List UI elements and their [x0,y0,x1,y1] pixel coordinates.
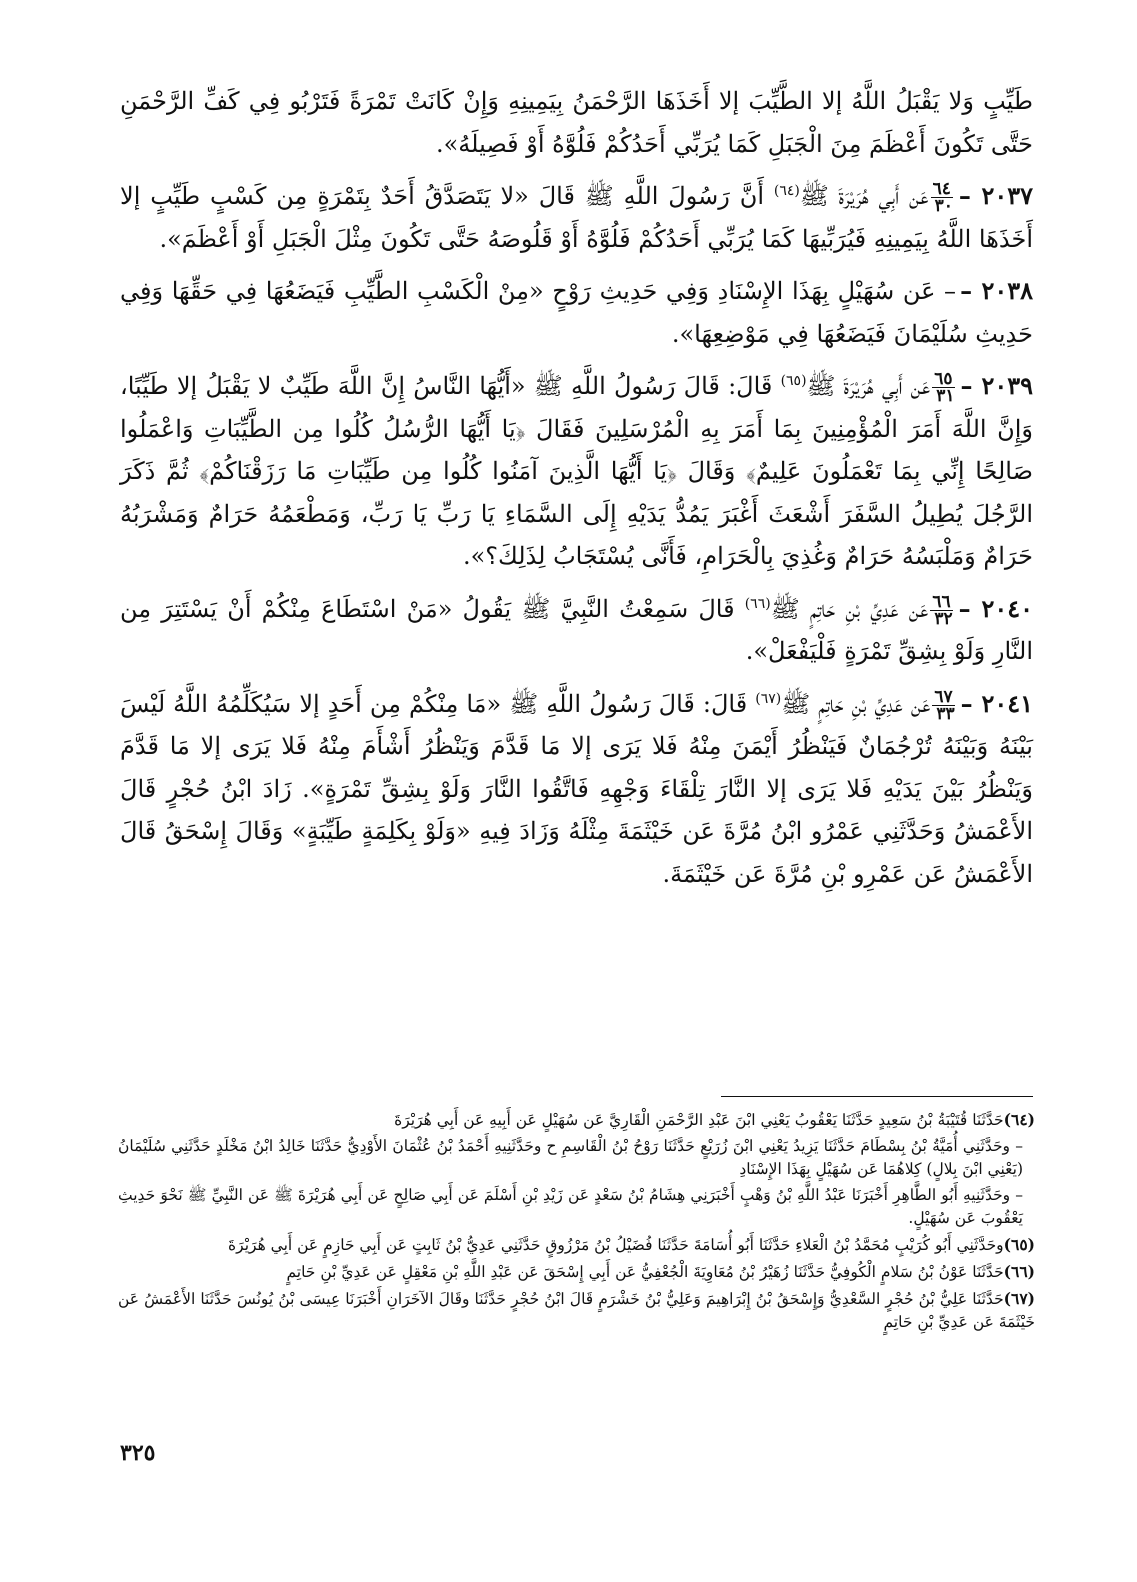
footnote-64-c [118,1184,1035,1230]
footnotes [118,1108,1035,1337]
fraction-top: ٦٧ [934,686,953,707]
hadith-fraction [930,591,953,629]
footnote-ref: (٦٧) [755,690,782,707]
footnote-text: وحَدَّثَنِي أَبُو كُرَيْبٍ مُحَمَّدُ بْنُ الْعَلاءِ حَدَّثَنَا أَبُو أُسَامَةَ حَدَّثَنَا فُضَيْلُ بْنُ مَرْزُوقٍ حَدَّثَنِي عَدِيُّ بْنُ ثَابِتٍ عَن أَبِي حَازِمٍ عَن أَبِي هُرَيْرَةَ [228,1236,1004,1254]
hadith-number: ٢٠٣٧ – [958,181,1033,210]
hadith-text-before: – عَن سُهَيْلٍ بِهَذَا الإِسْنَادِ وَفِي حَدِيثِ رَوْحٍ «مِنْ الْكَسْبِ الطَّيِّبِ فَيَضَعُهَا فِي حَقِّهَا وَفِي حَدِيثِ سُلَيْمَانَ فَيَضَعُهَا فِي مَوْضِعِهَا». [120,277,1033,348]
footnote-64 [118,1108,1035,1132]
hadith-2039 [120,365,1033,578]
fraction-bottom: ٣٢ [934,608,953,629]
hadith-fraction [931,181,953,214]
footnote-text: – وحَدَّثَنِيهِ أَبُو الطَّاهِرِ أَخْبَرَنَا عَبْدُ اللَّهِ بْنُ وَهْبٍ أَخْبَرَنِي هِشَامُ بْنُ سَعْدٍ عَن زَيْدِ بْنِ أَسْلَمَ عَن أَبِي صَالِحٍ عَن أَبِي هُرَيْرَةَ ﷺ عَن النَّبِيِّ ﷺ نَحْوَ حَدِيثِ يَعْقُوبَ عَن سُهَيْلٍ. [118,1186,1023,1227]
hadith-text-after: قَالَ: قَالَ رَسُولُ اللَّهِ ﷺ «أَيُّهَا النَّاسُ إِنَّ اللَّهَ طَيِّبٌ لا يَقْبَلُ إلا طَيِّبًا، وَإِنَّ اللَّهَ أَمَرَ الْمُؤْمِنِينَ بِمَا أَمَرَ بِهِ الْمُرْسَلِينَ فَقَالَ ﴿يَا أَيُّهَا الرُّسُلُ كُلُوا مِن الطَّيِّبَاتِ وَاعْمَلُوا صَالِحًا إِنِّي بِمَا تَعْمَلُونَ عَلِيمٌ﴾ وَقَالَ ﴿يَا أَيُّهَا الَّذِينَ آمَنُوا كُلُوا مِن طَيِّبَاتِ مَا رَزَقْنَاكُمْ﴾ ثُمَّ ذَكَرَ الرَّجُلَ يُطِيلُ السَّفَرَ أَشْعَثَ أَغْبَرَ يَمُدُّ يَدَيْهِ إِلَى السَّمَاءِ يَا رَبِّ يَا رَبِّ، وَمَطْعَمُهُ حَرَامٌ وَمَشْرَبُهُ حَرَامٌ وَمَلْبَسُهُ حَرَامٌ وَغُذِيَ بِالْحَرَامِ، فَأَنَّى يُسْتَجَابُ لِذَلِكَ؟». [120,372,1033,570]
hadith-fraction [932,371,954,404]
page-number: ٣٢٥ [120,1440,156,1466]
footnote-66 [118,1260,1035,1284]
fraction-bottom: ٣٣ [936,703,955,724]
footnote-number: (٦٧) [1003,1289,1035,1308]
hadith-2040 [120,588,1033,673]
footnote-number: (٦٤) [1003,1110,1035,1129]
footnote-text: حَدَّثَنَا عَوْنُ بْنُ سَلامٍ الْكُوفِيُّ حَدَّثَنَا زُهَيْرُ بْنُ مُعَاوِيَةَ الْجُعْفِيُّ عَن أَبِي إِسْحَقَ عَن عَبْدِ اللَّهِ بْنِ مَعْقِلٍ عَن عَدِيِّ بْنِ حَاتِمٍ [286,1263,1004,1281]
hadith-number: ٢٠٤١ – [960,688,1033,718]
hadith-fraction [932,686,955,724]
footnote-divider [721,1096,1033,1097]
hadith-text-before: عَن أَبِي هُرَيْرَةَ ﷺ [806,372,931,400]
hadith-text-before: عَن عَدِيِّ بْنِ حَاتِمٍ ﷺ [781,689,931,718]
footnote-ref: (٦٤) [773,183,800,199]
fraction-bottom: ٣١ [936,386,955,406]
footnote-67 [118,1287,1035,1334]
intro-text: طَيِّبٍ وَلا يَقْبَلُ اللَّهُ إلا الطَّيِّبَ إلا أَخَذَهَا الرَّحْمَنُ بِيَمِينِهِ وَإِنْ كَانَتْ تَمْرَةً فَتَرْبُو فِي كَفِّ الرَّحْمَنِ حَتَّى تَكُونَ أَعْظَمَ مِنَ الْجَبَلِ كَمَا يُرَبِّي أَحَدُكُمْ فَلُوَّهُ أَوْ فَصِيلَهُ». [120,87,1033,158]
hadith-text-after: قَالَ: قَالَ رَسُولُ اللَّهِ ﷺ «مَا مِنْكُمْ مِن أَحَدٍ إلا سَيُكَلِّمُهُ اللَّهُ لَيْسَ بَيْنَهُ وَبَيْنَهُ تُرْجُمَانٌ فَيَنْظُرُ أَيْمَنَ مِنْهُ فَلا يَرَى إلا مَا قَدَّمَ وَيَنْظُرُ أَشْأَمَ مِنْهُ فَلا يَرَى إلا مَا قَدَّمَ وَيَنْظُرُ بَيْنَ يَدَيْهِ فَلا يَرَى إلا النَّارَ تِلْقَاءَ وَجْهِهِ فَاتَّقُوا النَّارَ وَلَوْ بِشِقِّ تَمْرَةٍ». زَادَ ابْنُ حُجْرٍ قَالَ الأَعْمَشُ وَحَدَّثَنِي عَمْرُو ابْنُ مُرَّةَ عَن خَيْثَمَةَ مِثْلَهُ وَزَادَ فِيهِ «وَلَوْ بِكَلِمَةٍ طَيِّبَةٍ» وَقَالَ إِسْحَقُ قَالَ الأَعْمَشُ عَن عَمْرِو بْنِ مُرَّةَ عَن خَيْثَمَةَ. [120,689,1033,888]
footnote-64-b [118,1135,1035,1181]
hadith-2037 [120,175,1033,260]
footnote-text: – وحَدَّثَنِي أُمَيَّةُ بْنُ بِسْطَامَ حَدَّثَنَا يَزِيدُ يَعْنِي ابْنَ زُرَيْعٍ حَدَّثَنَا رَوْحُ بْنُ الْقَاسِمِ ح وحَدَّثَنِيهِ أَحْمَدُ بْنُ عُثْمَانَ الأَوْدِيُّ حَدَّثَنَا خَالِدُ ابْنُ مَخْلَدٍ حَدَّثَنِي سُلَيْمَانُ (يَعْنِي ابْنَ بِلالٍ) كِلاهُمَا عَن سُهَيْلٍ بِهَذَا الإِسْنَادِ [118,1137,1023,1178]
fraction-top: ٦٤ [932,179,951,199]
footnote-number: (٦٦) [1003,1262,1035,1281]
intro-paragraph [120,80,1033,165]
hadith-2041 [120,683,1033,896]
fraction-top: ٦٥ [934,369,953,389]
hadith-number: ٢٠٤٠ – [958,593,1034,623]
footnote-ref: (٦٥) [780,373,807,389]
footnote-text: حَدَّثَنَا قُتَيْبَةُ بْنُ سَعِيدٍ حَدَّثَنَا يَعْقُوبُ يَعْنِي ابْنَ عَبْدِ الرَّحْمَنِ الْقَارِيَّ عَن سُهَيْلٍ عَن أَبِيهِ عَن أَبِي هُرَيْرَةَ [394,1111,1004,1129]
fraction-top: ٦٦ [932,591,951,612]
hadith-2038 [120,270,1033,355]
footnote-number: (٦٥) [1003,1235,1035,1254]
hadith-text-after: قَالَ سَمِعْتُ النَّبِيَّ ﷺ يَقُولُ «مَنْ اسْتَطَاعَ مِنْكُمْ أَنْ يَسْتَتِرَ مِن النَّارِ وَلَوْ بِشِقِّ تَمْرَةٍ فَلْيَفْعَلْ». [120,594,1033,665]
hadith-text-after: أَنَّ رَسُولَ اللَّهِ ﷺ قَالَ «لا يَتَصَدَّقُ أَحَدٌ بِتَمْرَةٍ مِن كَسْبٍ طَيِّبٍ إلا أَخَذَهَا اللَّهُ بِيَمِينِهِ فَيُرَبِّيهَا كَمَا يُرَبِّي أَحَدُكُمْ فَلُوَّهُ أَوْ قَلُوصَهُ حَتَّى تَكُونَ مِثْلَ الْجَبَلِ أَوْ أَعْظَمَ». [120,182,1033,253]
footnote-ref: (٦٦) [744,595,771,612]
hadith-number: ٢٠٣٨ – [960,276,1033,305]
footnote-65 [118,1233,1035,1257]
main-text [120,80,1033,905]
hadith-number: ٢٠٣٩ – [960,371,1033,400]
footnote-text: حَدَّثَنَا عَلِيُّ بْنُ حُجْرٍ السَّعْدِيُّ وَإِسْحَقُ بْنُ إِبْرَاهِيمَ وَعَلِيُّ بْنُ خَشْرَمٍ قَالَ ابْنُ حُجْرٍ حَدَّثَنَا وقَالَ الآخَرَانِ أَخْبَرَنَا عِيسَى بْنُ يُونُسَ حَدَّثَنَا الأَعْمَشُ عَن خَيْثَمَةَ عَن عَدِيِّ بْنِ حَاتِمٍ [118,1290,1035,1331]
fraction-bottom: ٣٠ [934,196,953,216]
hadith-text-before: عَن عَدِيِّ بْنِ حَاتِمٍ ﷺ [770,594,929,623]
hadith-text-before: عَن أَبِي هُرَيْرَةَ ﷺ [799,182,929,210]
